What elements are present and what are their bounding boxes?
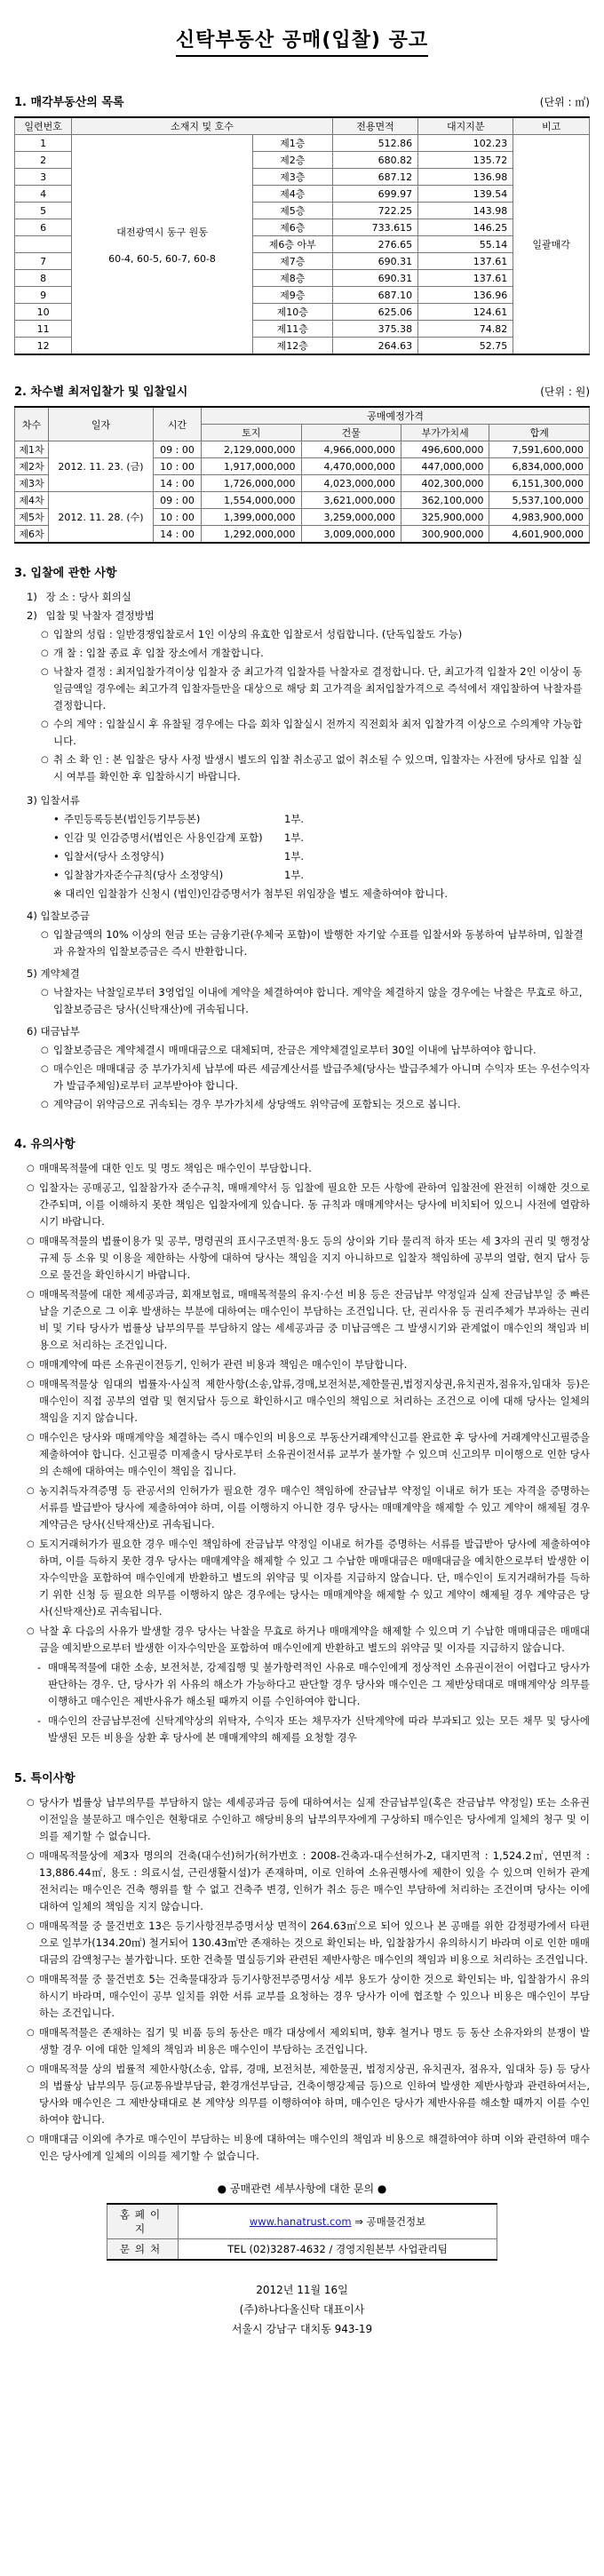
location-lots: 60-4, 60-5, 60-7, 60-8 [108, 252, 216, 265]
cell-land-price: 2,129,000,000 [202, 441, 302, 458]
caution-paragraph: ○ 매매목적물에 대한 인도 및 명도 책임은 매수인이 부담합니다. [27, 1160, 590, 1177]
cell-serial: 3 [15, 169, 72, 186]
cell-land: 52.75 [418, 338, 513, 355]
cell-serial: 5 [15, 203, 72, 219]
cell-round: 제2차 [15, 458, 49, 475]
page-title: 신탁부동산 공매(입찰) 공고 [176, 25, 428, 57]
cell-area: 687.10 [332, 287, 417, 304]
caution-paragraph: ○ 매매목적물의 법률이용가 및 공부, 명령권의 표시구조면적·용도 등의 상이와 기타 물리적 하자 또는 세 3자의 권리 및 행정상 규제 등 소유 및 이용을 제한하는 사항에 대하여 당사는 책임을 지지 아니하므로 입찰자 책임하에 공부의 열람, 현지 답사 등으로 물건을 확인하시기 바랍니다. [27, 1233, 590, 1284]
cell-serial: 11 [15, 321, 72, 338]
section-3-header [14, 565, 590, 582]
cell-vat: 300,900,000 [401, 526, 489, 544]
special-paragraph: ○ 매매목적물 상의 법률적 제한사항(소송, 압류, 경매, 보전처분, 제한물권, 법정지상권, 유치권자, 점유자, 임대차 등) 등 당사의 법률상 납부의무 등(교통유발부담금, 환경개선부담금, 건축이행강제금 등)으로 인하여 발생한 제반사항과 관련하여서는, 당사와 매수인은 그 제반상태대로 본 계약상 의무를 이행하여야 하며, 매수인은 당사가 제반사유를 해소할 때까지 이를 수인하여야 합니다. [27, 2061, 590, 2128]
col-total: 합계 [489, 425, 590, 441]
section-5-header [14, 1770, 590, 1787]
cell-date: 2012. 11. 28. (수) [49, 492, 154, 544]
cell-date: 2012. 11. 23. (금) [49, 441, 154, 492]
section-cautions [14, 1136, 590, 1746]
cell-total: 4,983,900,000 [489, 509, 590, 526]
col-note: 비고 [513, 117, 590, 135]
footer-date: 2012년 11월 16일 [256, 2284, 348, 2296]
section-property-list [14, 92, 590, 355]
doc-name: • 주민등록등본(법인등기부등본) [53, 811, 284, 828]
cell-floor: 제5층 [252, 203, 332, 219]
cell-floor: 제4층 [252, 186, 332, 203]
section-1-unit: (단위 : ㎡) [539, 96, 590, 108]
cell-land: 55.14 [418, 236, 513, 253]
homepage-extra: ⇒ 공매물건정보 [354, 2215, 426, 2228]
contact-key-inquiry: 문의처 [107, 2239, 179, 2261]
bid-place [27, 589, 590, 606]
cell-note: 일괄매각 [513, 135, 590, 355]
cell-total: 4,601,900,000 [489, 526, 590, 544]
method-bullet: ○ 입찰의 성립 : 일반경쟁입찰로서 1인 이상의 유효한 입찰로서 성립합니다. (단독입찰도 가능) [41, 626, 590, 643]
caution-paragraph: ○ 매수인은 당사와 매매계약을 체결하는 즉시 매수인의 비용으로 부동산거래계약신고를 완료한 후 당사에 거래계약신고필증을 제출하여야 합니다. 신고필증 미제출시 당사로부터 소유권이전서류 교부가 불가할 수 있으며 신고의무 미이행으로 인한 당사의 손해에 대하여는 매수인이 책임을 집니다. [27, 1429, 590, 1480]
section-1-header [14, 92, 590, 109]
docs-heading: 3) 입찰서류 [27, 794, 80, 807]
cell-time: 14 : 00 [154, 475, 202, 492]
item-text: 장 소 : 당사 회의실 [45, 591, 131, 603]
cell-floor: 제3층 [252, 169, 332, 186]
contact-value-homepage [179, 2204, 497, 2239]
special-paragraph: ○ 매매목적물상에 제3자 명의의 건축(대수선)허가(허가번호 : 2008-건축과-대수선허가-2, 대지면적 : 1,524.2㎡, 연면적 : 13,886.44㎡, 용도 : 의료시설, 근린생활시설)가 존재하며, 이로 인하여 소유권행사에 제한이 있을 수 있으며 인허가 관계 전처리는 매수인은 건축 행위를 할 수 없고 건축주 변경, 인허가 취소 등은 매수인 부담하에 처리하는 조건이며 당사는 이에 대하여 일체의 책임을 지지 않습니다. [27, 1848, 590, 1915]
doc-name: • 입찰서(당사 소정양식) [53, 848, 284, 865]
col-vat: 부가가치세 [401, 425, 489, 441]
cell-land-price: 1,399,000,000 [202, 509, 302, 526]
schedule-row [15, 492, 590, 509]
section-special-notes [14, 1770, 590, 2165]
cell-serial: 12 [15, 338, 72, 355]
cell-area: 699.97 [332, 186, 417, 203]
special-paragraph: ○ 매매목적물 중 물건번호 5는 건축물대장과 등기사항전부증명서상 세부 용도가 상이한 것으로 확인되는 바, 입찰참가시 유의하시기 바라며, 매수인이 공부 일치를 위한 서류 교부를 요청하는 경우 당사가 이에 협조할 수 있으나 비용은 매수인이 부담하는 조건입니다. [27, 1971, 590, 2022]
docs-note: ※ 대리인 입찰참가 신청시 (법인)인감증명서가 첨부된 위임장을 별도 제출하여야 합니다. [53, 887, 448, 900]
cell-serial: 7 [15, 253, 72, 270]
cell-time: 14 : 00 [154, 526, 202, 544]
col-price-group: 공매예정가격 [202, 407, 590, 425]
cell-vat: 402,300,000 [401, 475, 489, 492]
doc-count: 1부. [284, 850, 305, 863]
cell-floor: 제9층 [252, 287, 332, 304]
cell-round: 제1차 [15, 441, 49, 458]
payment-heading: 6) 대금납부 [27, 1025, 80, 1038]
cell-building-price: 3,259,000,000 [301, 509, 401, 526]
cell-land: 137.61 [418, 270, 513, 287]
method-bullet: ○ 수의 계약 : 입찰실시 후 유찰될 경우에는 다음 회차 입찰실시 전까지 직전회차 최저 입찰가격 이상으로 수의계약 가능합니다. [41, 716, 590, 750]
cell-round: 제4차 [15, 492, 49, 509]
item-number: 2) [27, 609, 37, 622]
footer-company: (주)하나다올신탁 대표이사 [239, 2303, 365, 2316]
col-land-price: 토지 [202, 425, 302, 441]
doc-name: • 인감 및 인감증명서(법인은 사용인감계 포함) [53, 830, 284, 847]
cell-land: 136.96 [418, 287, 513, 304]
cell-vat: 325,900,000 [401, 509, 489, 526]
doc-name: • 입찰참가자준수규칙(당사 소정양식) [53, 867, 284, 884]
cell-total: 5,537,100,000 [489, 492, 590, 509]
cell-vat: 496,600,000 [401, 441, 489, 458]
cell-total: 6,151,300,000 [489, 475, 590, 492]
cell-serial: 9 [15, 287, 72, 304]
schedule-table-body [15, 441, 590, 544]
cell-area: 690.31 [332, 253, 417, 270]
section-bid-schedule [14, 382, 590, 544]
cell-land: 136.98 [418, 169, 513, 186]
col-serial: 일련번호 [15, 117, 72, 135]
section-2-unit: (단위 : 원) [540, 386, 590, 398]
section-3-heading: 3. 입찰에 관한 사항 [14, 567, 117, 580]
cell-land: 102.23 [418, 135, 513, 152]
payment-bullet: ○ 매수인은 매매대금 중 부가가치세 납부에 따른 세금계산서를 발급주체(당사는 발급주체가 아니며 수익자 또는 우선수익자가 발급주체임)로부터 교부받아야 합니다. [41, 1061, 590, 1094]
cell-land-price: 1,554,000,000 [202, 492, 302, 509]
cell-total: 7,591,600,000 [489, 441, 590, 458]
caution-paragraph: ○ 농지취득자격증명 등 관공서의 인허가가 필요한 경우 매수인 책임하에 잔금납부 약정일 이내로 허가 또는 자격을 증명하는 서류를 발급받아 당사에 제출하여야 하며, 이를 이행하지 아니한 경우 당사는 매매계약을 해제할 수 있고 계약이 해제될 경우 계약금은 당사(신탁재산)로 귀속됩니다. [27, 1483, 590, 1533]
method-bullet: ○ 개 찰 : 입찰 종료 후 입찰 장소에서 개찰합니다. [41, 645, 590, 662]
special-paragraph: ○ 매매목적물은 존재하는 집기 및 비품 등의 동산은 매각 대상에서 제외되며, 향후 철거나 명도 등 동산 소유자와의 분쟁이 발생할 경우 이에 대한 일체의 책임과 비용은 매수인이 부담하는 조건입니다. [27, 2024, 590, 2058]
item-text: 입찰 및 낙찰자 결정방법 [45, 609, 155, 622]
cell-building-price: 4,966,000,000 [301, 441, 401, 458]
method-bullet: ○ 취 소 확 인 : 본 입찰은 당사 사정 발생시 별도의 입찰 취소공고 없이 취소될 수 있으며, 입찰자는 사전에 당사로 입찰 실시 여부를 확인한 후 입찰하시기 바랍니다. [41, 751, 590, 785]
section-2-heading: 2. 차수별 최저입찰가 및 입찰일시 [14, 386, 188, 399]
cell-area: 687.12 [332, 169, 417, 186]
deposit-text: ○ 입찰금액의 10% 이상의 현금 또는 금융기관(우체국 포함)이 발행한 자기앞 수표를 입찰서와 동봉하여 납부하며, 입찰결과 유찰자의 입찰보증금은 즉시 반환합니다. [41, 926, 590, 960]
cell-land: 143.98 [418, 203, 513, 219]
cell-location [72, 135, 253, 355]
section-1-heading: 1. 매각부동산의 목록 [14, 96, 124, 109]
cell-area: 276.65 [332, 236, 417, 253]
cell-floor: 제8층 [252, 270, 332, 287]
cell-building-price: 4,023,000,000 [301, 475, 401, 492]
doc-count: 1부. [284, 813, 305, 825]
property-table-body [15, 135, 590, 355]
cell-land: 139.54 [418, 186, 513, 203]
cell-area: 625.06 [332, 304, 417, 321]
contact-title: ● 공매관련 세부사항에 대한 문의 ● [217, 2182, 387, 2195]
cell-land: 74.82 [418, 321, 513, 338]
cell-round: 제5차 [15, 509, 49, 526]
col-area: 전용면적 [332, 117, 417, 135]
cell-building-price: 3,009,000,000 [301, 526, 401, 544]
section-4-header [14, 1136, 590, 1153]
cell-area: 680.82 [332, 152, 417, 169]
caution-paragraph: ○ 낙찰 후 다음의 사유가 발생할 경우 당사는 낙찰을 무효로 하거나 매매계약을 해제할 수 있으며 기 수납한 매매대금은 매매대금을 예치받으로부터 발생한 이자수익만을 포함하여 매수인에게 반환하고 별도의 위약금 및 이자를 지급하지 않습니다. [27, 1623, 590, 1657]
col-land: 대지지분 [418, 117, 513, 135]
docs-list [53, 811, 590, 884]
special-paragraph: ○ 당사가 법률상 납부의무를 부담하지 않는 세세공과금 등에 대하여서는 실제 잔금납부일(혹은 잔금납부 약정일) 또는 소유권이전일을 불문하고 매수인은 현황대로 수인하고 해당비용의 납부의무자에게 구상하되 매수인은 당사에게 일체의 청구 및 이의를 제기할 수 없습니다. [27, 1794, 590, 1845]
bid-method [27, 608, 590, 624]
cell-serial: 4 [15, 186, 72, 203]
section-bid-rules [14, 565, 590, 1113]
cell-floor: 제1층 [252, 135, 332, 152]
schedule-row [15, 441, 590, 458]
footer [14, 2280, 590, 2339]
location-address: 대전광역시 동구 원동 [116, 226, 208, 238]
cell-round: 제6차 [15, 526, 49, 544]
caution-paragraph: ○ 입찰자는 공매공고, 입찰참가자 준수규칙, 매매계약서 등 입찰에 필요한 모든 사항에 관하여 입찰전에 완전히 이해한 것으로 간주되며, 이를 이해하지 못한 책임은 입찰자에게 있습니다. 동 규칙과 매매계약서는 당사에 비치되어 있으니 사전에 열람하시기 바랍니다. [27, 1180, 590, 1230]
method-bullet: ○ 낙찰자 결정 : 최저입찰가격이상 입찰자 중 최고가격 입찰자를 낙찰자로 결정합니다. 단, 최고가격 입찰자 2인 이상이 동일금액일 경우에는 최고가격 입찰자들만을 대상으로 해당 회 고가격을 최저입찰가격으로 즉석에서 재입찰하여 낙찰자를 결정합니다. [41, 664, 590, 714]
caution-paragraph: ○ 매매목적물에 대한 제세공과금, 회재보험료, 매매목적물의 유지·수선 비용 등은 잔금납부 약정일과 실제 잔금납부일 중 빠른 날을 기준으로 그 이후 발생하는 부분에 대하여는 매수인이 부담하는 조건입니다. 단, 권리사유 등 권리주체가 부과하는 권리비 및 기타 당사가 법률상 납부의무를 부담하지 않는 세세공과금 중 미납금액은 그 발생시기와 관계없이 매수인의 책임과 비용으로 처리하는 조건입니다. [27, 1286, 590, 1354]
cell-land: 124.61 [418, 304, 513, 321]
section-4-heading: 4. 유의사항 [14, 1138, 76, 1151]
cell-area: 722.25 [332, 203, 417, 219]
special-paragraph: ○ 매매목적물 중 물건번호 13은 등기사항전부증명서상 면적이 264.63㎡으로 되어 있으나 본 공매를 위한 감정평가에서 타편으로 일부가(134.20㎡) 철거되어 130.43㎡만 존재하는 것으로 확인되는 바, 입찰참가시 유의하시기 바라며 이로 인한 매매대금의 감액청구는 불가합니다. 또한 건축물 멸실등기와 관련된 제반사항은 매수인의 책임과 비용으로 처리하는 조건입니다. [27, 1918, 590, 1968]
cell-serial: 8 [15, 270, 72, 287]
cell-time: 09 : 00 [154, 441, 202, 458]
contact-table [107, 2203, 497, 2261]
cell-area: 733.615 [332, 219, 417, 236]
cell-total: 6,834,000,000 [489, 458, 590, 475]
cell-vat: 447,000,000 [401, 458, 489, 475]
caution-paragraph: ○ 매매목적물상 임대의 법률자·사실적 제한사항(소송,압류,경매,보전처분,제한물권,법정지상권,유치권자,점유자,임대차 등)은 매수인이 직접 공부의 열람 및 현지답사 등으로 확인하시고 매수인의 책임으로 처리하는 조건으로 이에 대해 당사는 일체의 책임을 지지 않습니다. [27, 1376, 590, 1427]
caution-dash-item: - 매수인의 잔금납부전에 신탁계약상의 위탁자, 수익자 또는 채무자가 신탁계약에 따라 부과되고 있는 모든 채무 및 당사에 발생된 모든 비용을 상환 후 당사에 본 매매계약의 해제를 요청할 경우 [37, 1713, 590, 1746]
cell-building-price: 4,470,000,000 [301, 458, 401, 475]
special-paragraph: ○ 매매대금 이외에 추가로 매수인이 부담하는 비용에 대하여는 매수인의 책임과 비용으로 해결하여야 하며 이와 관련하여 매수인은 당사에게 일체의 이의를 제기할 수 없습니다. [27, 2131, 590, 2165]
cell-floor: 제7층 [252, 253, 332, 270]
cell-floor: 제6층 아부 [252, 236, 332, 253]
item-number: 1) [27, 591, 37, 603]
cell-area: 690.31 [332, 270, 417, 287]
cell-floor: 제6층 [252, 219, 332, 236]
contact-key-homepage: 홈페이지 [107, 2204, 179, 2239]
cell-land-price: 1,726,000,000 [202, 475, 302, 492]
cell-area: 264.63 [332, 338, 417, 355]
col-time: 시간 [154, 407, 202, 441]
cell-vat: 362,100,000 [401, 492, 489, 509]
doc-count: 1부. [284, 869, 305, 881]
caution-paragraph: ○ 매매계약에 따른 소유권이전등기, 인허가 관련 비용과 책임은 매수인이 부담합니다. [27, 1356, 590, 1373]
footer-address: 서울시 강남구 대치동 943-19 [231, 2323, 373, 2335]
col-building-price: 건물 [301, 425, 401, 441]
cell-building-price: 3,621,000,000 [301, 492, 401, 509]
deposit-heading: 4) 입찰보증금 [27, 910, 91, 922]
cell-land: 135.72 [418, 152, 513, 169]
cell-time: 10 : 00 [154, 458, 202, 475]
property-table [14, 116, 590, 355]
cell-time: 10 : 00 [154, 509, 202, 526]
property-row [15, 135, 590, 152]
cell-floor: 제11층 [252, 321, 332, 338]
cell-area: 512.86 [332, 135, 417, 152]
cell-land: 146.25 [418, 219, 513, 236]
cell-floor: 제10층 [252, 304, 332, 321]
section-2-header [14, 382, 590, 399]
title-wrap [14, 25, 590, 57]
caution-dash-item: - 매매목적물에 대한 소송, 보전처분, 강제집행 및 불가항력적인 사유로 매수인에게 정상적인 소유권이전이 어렵다고 당사가 판단하는 경우. 단, 당사가 위 사유의 해소가 가능하다고 판단할 경우 당사와 매수인은 그 제반상태대로 매매계약상 의무를 이행하고 매수인은 제반사유가 해소될 때까지 이를 수인하여야 합니다. [37, 1659, 590, 1710]
cell-serial: 10 [15, 304, 72, 321]
caution-paragraph: ○ 토지거래허가가 필요한 경우 매수인 책임하에 잔금납부 약정일 이내로 허가를 증명하는 서류를 발급받아 당사에 제출하여야 하며, 이를 득하지 못한 경우 당사는 매매계약을 해제할 수 있고 그 수납한 매매대금은 매매대금을 예치한으로부터 발생한 이자수익만을 포함하여 매수인에게 반환하고 별도의 위약금 및 이자를 지급하지 않습니다. 단, 매수인이 토지거래허가를 득하기 위한 신청 등 필요한 의무를 이행하지 않은 경우에는 당사는 매매계약을 해제할 수 있고 계약이 해제될 경우 계약금은 당사(신탁재산)로 귀속됩니다. [27, 1536, 590, 1620]
cell-land-price: 1,917,000,000 [202, 458, 302, 475]
cell-floor: 제12층 [252, 338, 332, 355]
cell-area: 375.38 [332, 321, 417, 338]
homepage-link[interactable]: www.hanatrust.com [249, 2215, 352, 2228]
payment-bullet: ○ 계약금이 위약금으로 귀속되는 경우 부가가치세 상당액도 위약금에 포함되는 것으로 봅니다. [41, 1096, 590, 1113]
cell-time: 09 : 00 [154, 492, 202, 509]
col-round: 차수 [15, 407, 49, 441]
section-5-heading: 5. 특이사항 [14, 1772, 76, 1785]
cell-serial: 2 [15, 152, 72, 169]
contract-text: ○ 낙찰자는 낙찰일로부터 3영업일 이내에 계약을 체결하여야 합니다. 계약을 체결하지 않을 경우에는 낙찰은 무효로 하고, 입찰보증금은 당사(신탁재산)에 귀속됩니다. [41, 984, 590, 1018]
schedule-table [14, 406, 590, 544]
cell-land-price: 1,292,000,000 [202, 526, 302, 544]
cell-land: 137.61 [418, 253, 513, 270]
col-location: 소재지 및 호수 [72, 117, 332, 135]
cell-round: 제3차 [15, 475, 49, 492]
cell-serial [15, 236, 72, 253]
contract-heading: 5) 계약체결 [27, 967, 80, 980]
contact-value-inquiry: TEL (02)3287-4632 / 경영지원본부 사업관리팀 [179, 2239, 497, 2261]
col-date: 일자 [49, 407, 154, 441]
cell-floor: 제2층 [252, 152, 332, 169]
payment-bullet: ○ 입찰보증금은 계약체결시 매매대금으로 대체되며, 잔금은 계약체결일로부터 30일 이내에 납부하여야 합니다. [41, 1042, 590, 1059]
cell-serial: 6 [15, 219, 72, 236]
cell-serial: 1 [15, 135, 72, 152]
doc-count: 1부. [284, 831, 305, 844]
